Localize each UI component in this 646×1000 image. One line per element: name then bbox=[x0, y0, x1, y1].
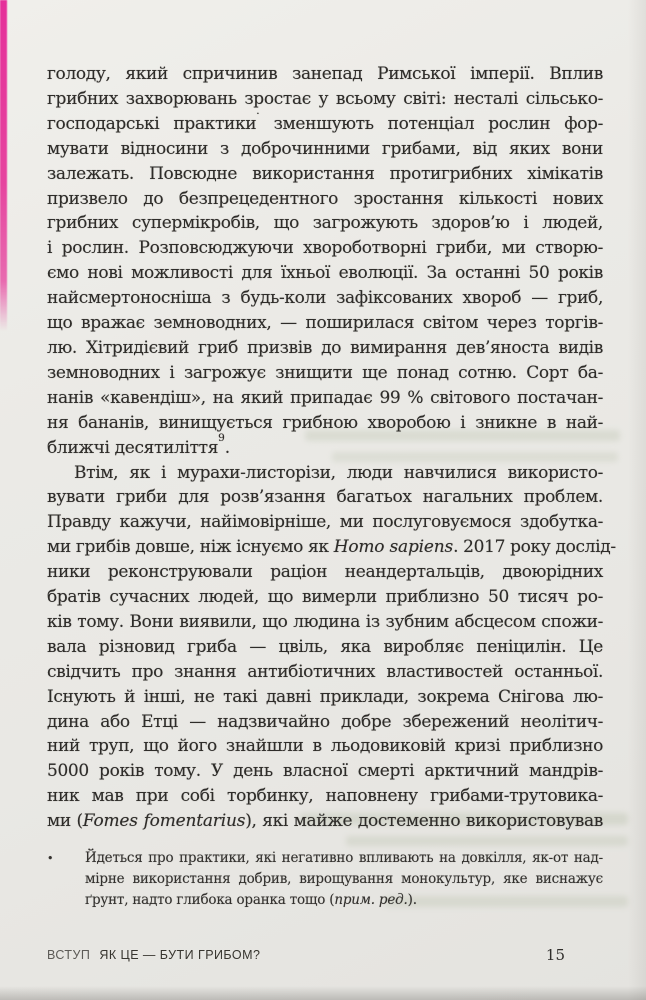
footnote bbox=[47, 848, 603, 910]
text-line: мірне використання добрив, вирощування монокультур, яке виснажує bbox=[85, 870, 603, 887]
text-line: нанів «кавендіш», на який припадає 99 % світового постачан- bbox=[47, 387, 603, 408]
text-line: земноводних і загрожує знищити ще понад сотню. Сорт ба- bbox=[47, 362, 603, 383]
text-line: братів сучасних людей, що вимерли приблизно 50 тисяч ро- bbox=[47, 587, 603, 608]
text-line: вувати гриби для розв’язання багатьох нагальних проблем. bbox=[47, 487, 603, 508]
body-text bbox=[47, 62, 616, 834]
paragraph-2 bbox=[47, 461, 616, 835]
text-line: найсмертоносніша з будь-коли зафіксованих хвороб — гриб, bbox=[47, 288, 603, 309]
text-line: голоду, який спричинив занепад Римської імперії. Вплив bbox=[47, 64, 603, 84]
text-line: ємо нові можливості для їхньої еволюції. За останні 50 років bbox=[47, 263, 603, 284]
paragraph-1 bbox=[47, 62, 603, 461]
text-line: ґрунт, надто глибока оранка тощо (прим. ред.). bbox=[85, 891, 417, 908]
text-line: вала різновид гриба — цвіль, яка виробляє пеніцилін. Це bbox=[47, 636, 603, 657]
text-line: лю. Хітридієвий гриб призвів до вимирання дев’яноста видів bbox=[47, 337, 603, 358]
page-right-edge-shadow bbox=[628, 0, 646, 1000]
running-footer bbox=[47, 948, 603, 962]
text-line: Втім, як і мурахи-листорізи, люди навчилися використо- bbox=[74, 462, 603, 483]
text-line: дина або Етці — надзвичайно добре збережений неолітич- bbox=[47, 711, 603, 732]
footer-page-number: 15 bbox=[545, 946, 565, 964]
text-line: ми грибів довше, ніж існуємо як Homo sapiens. 2017 року дослід- bbox=[47, 537, 616, 558]
text-line: грибних захворювань зростає у всьому світі: несталі сільсько- bbox=[47, 88, 603, 109]
text-line: призвело до безпрецедентного зростання кількості нових bbox=[47, 188, 603, 209]
text-line: залежать. Повсюдне використання протигрибних хімікатів bbox=[47, 163, 603, 184]
text-line: Існують й інші, не такі давні приклади, зокрема Снігова лю- bbox=[47, 686, 603, 707]
text-line: ний труп, що його знайшли в льодовиковій кризі приблизно bbox=[47, 736, 603, 757]
text-line: ків тому. Вони виявили, що людина із зубним абсцесом спожи- bbox=[47, 611, 603, 632]
text-line: мувати відносини з доброчинними грибами, від яких вони bbox=[47, 138, 603, 159]
text-line: Йдеться про практики, які негативно впливають на довкілля, як-от над- bbox=[85, 850, 603, 866]
text-line: ня бананів, винищується грибною хворобою і зникне в най- bbox=[47, 412, 603, 433]
text-line: грибних супермікробів, що загрожують здоров’ю і людей, bbox=[47, 213, 603, 234]
footnote-text bbox=[85, 848, 603, 910]
bleed-through-artifact bbox=[346, 836, 628, 846]
footnote-marker: • bbox=[47, 852, 54, 865]
text-line: свідчить про знання антибіотичних властивостей останньої. bbox=[47, 661, 603, 682]
text-line: ники реконструювали раціон неандертальців, двоюрідних bbox=[47, 562, 603, 583]
text-line: Правду кажучи, найімовірніше, ми послуговуємося здобутка- bbox=[47, 512, 603, 533]
photo-bottom-shadow bbox=[0, 986, 646, 1000]
text-line: ми (Fomes fomentarius), які майже достеменно використовував bbox=[47, 811, 603, 832]
footer-section-label: ВСТУП bbox=[47, 948, 91, 962]
text-line: господарські практики· зменшують потенціал рослин фор- bbox=[47, 108, 603, 134]
text-line: і рослин. Розповсюджуючи хвороботворні гриби, ми створю- bbox=[47, 238, 603, 259]
text-line: ник мав при собі торбинку, наповнену грибами-трутовика- bbox=[47, 786, 603, 807]
pink-margin-strip bbox=[0, 0, 7, 331]
text-line: ближчі десятиліття$^9$. bbox=[47, 432, 230, 458]
text-line: 5000 років тому. У день власної смерті арктичний мандрів- bbox=[47, 761, 603, 782]
text-line: що вражає земноводних, — поширилася світом через торгів- bbox=[47, 313, 603, 334]
footer-chapter-title: ЯК ЦЕ — БУТИ ГРИБОМ? bbox=[99, 948, 261, 962]
